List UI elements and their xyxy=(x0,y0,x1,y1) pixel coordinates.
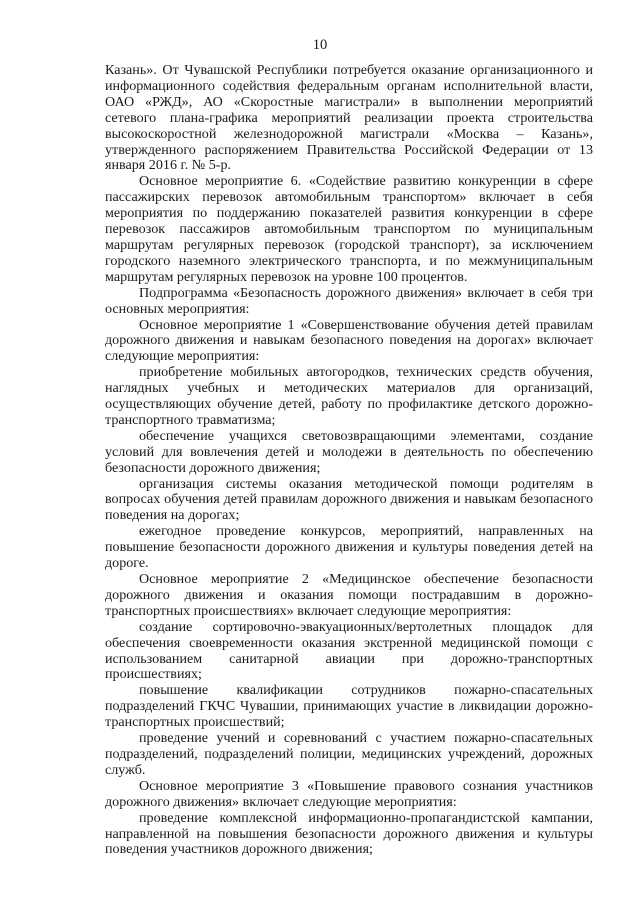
paragraph-activity-2-item-2: повышение квалификации сотрудников пожарно-спасательных подразделений ГКЧС Чувашии, принимающих участие в ликвидации дорожно-транспортных происшествий; xyxy=(105,682,593,731)
paragraph-activity-2-item-1: создание сортировочно-эвакуационных/вертолетных площадок для обеспечения своевременности оказания экстренной медицинской помощи с использованием санитарной авиации при дорожно-транспортных происшествиях; xyxy=(105,618,593,683)
paragraph-activity-3-item-1: проведение комплексной информационно-пропагандистской кампании, направленной на повышения безопасности дорожного движения и культуры поведения участников дорожного движения; xyxy=(105,809,593,858)
paragraph-main-activity-6: Основное мероприятие 6. «Содействие развитию конкуренции в сфере пассажирских перевозок автомобильным транспортом» включает в себя мероприятия по поддержанию показателей развития конкуренции в сфере перевозок пассажиров автомобильным транспортом по муниципальным маршрутам регулярных перевозок (городской транспорт), за исключением городского наземного электрического транспорта, и по межмуниципальным маршрутам регулярных перевозок на уровне 100 процентов. xyxy=(105,173,593,285)
paragraph-activity-2-item-3: проведение учений и соревнований с участием пожарно-спасательных подразделений, подразделений полиции, медицинских учреждений, дорожных служб. xyxy=(105,730,593,778)
document-body xyxy=(105,63,593,858)
paragraph-activity-1-item-4: ежегодное проведение конкурсов, мероприятий, направленных на повышение безопасности дорожного движения и культуры поведения детей на дороге. xyxy=(105,523,593,572)
paragraph-main-activity-3: Основное мероприятие 3 «Повышение правового сознания участников дорожного движения» включает следующие мероприятия: xyxy=(105,777,593,810)
paragraph-activity-1-item-2: обеспечение учащихся световозвращающими элементами, создание условий для вовлечения детей и молодежи в деятельность по обеспечению безопасности дорожного движения; xyxy=(105,427,593,476)
paragraph-main-activity-2: Основное мероприятие 2 «Медицинское обеспечение безопасности дорожного движения и оказания помощи пострадавшим в дорожно-транспортных происшествиях» включает следующие мероприятия: xyxy=(105,571,593,619)
page-number: 10 xyxy=(312,37,328,53)
paragraph-activity-1-item-3: организация системы оказания методической помощи родителям в вопросах обучения детей правилам дорожного движения и навыкам безопасного поведения на дорогах; xyxy=(105,475,593,524)
paragraph-main-activity-1: Основное мероприятие 1 «Совершенствование обучения детей правилам дорожного движения и навыкам безопасного поведения на дорогах» включает следующие мероприятия: xyxy=(105,316,593,365)
paragraph-activity-1-item-1: приобретение мобильных автогородков, технических средств обучения, наглядных учебных и методических материалов для организаций, осуществляющих обучение детей, работу по профилактике детского дорожно-транспортного травматизма; xyxy=(105,364,593,428)
paragraph-subprogram-intro: Подпрограмма «Безопасность дорожного движения» включает в себя три основных мероприятия: xyxy=(105,284,593,317)
paragraph-continuation: Казань». От Чувашской Республики потребуется оказание организационного и информационного содействия федеральным органам исполнительной власти, ОАО «РЖД», АО «Скоростные магистрали» в выполнении мероприятий сетевого плана-графика мероприятий реализации проекта строительства высокоскоростной железнодорожной магистрали «Москва – Казань», утвержденного распоряжением Правительства Российской Федерации от 13 января 2016 г. № 5-р. xyxy=(105,62,593,174)
